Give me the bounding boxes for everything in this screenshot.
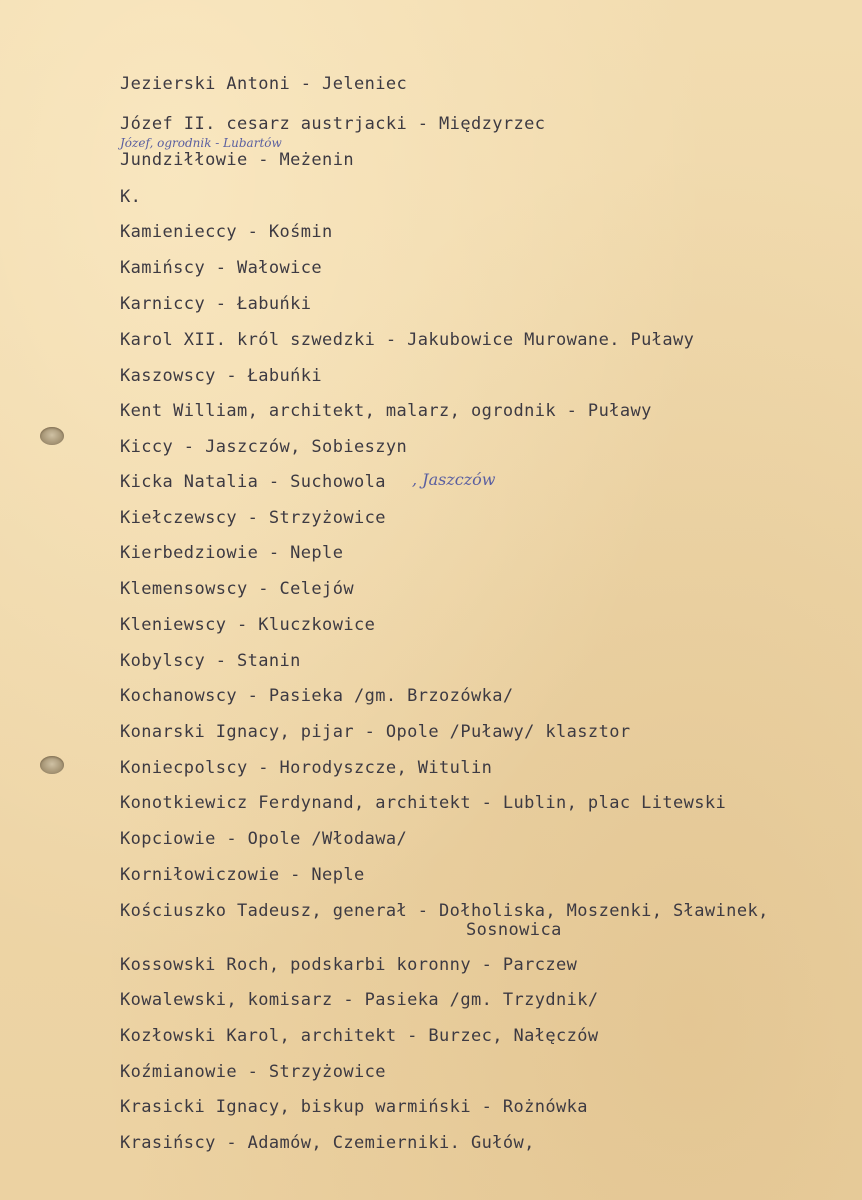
index-entry: Kobylscy - Stanin [120, 651, 301, 671]
index-entry: Krasicki Ignacy, biskup warmiński - Rożnówka [120, 1097, 588, 1117]
index-entry: Klemensowscy - Celejów [120, 579, 354, 599]
index-entry: Koźmianowie - Strzyżowice [120, 1062, 386, 1082]
punch-hole-bottom [40, 756, 64, 774]
index-entry: Kleniewscy - Kluczkowice [120, 615, 376, 635]
index-entry: Kossowski Roch, podskarbi koronny - Parczew [120, 955, 578, 975]
index-entry: Kościuszko Tadeusz, generał - Dołholiska, Moszenki, Sławinek, [120, 901, 769, 921]
index-entry: Kowalewski, komisarz - Pasieka /gm. Trzydnik/ [120, 990, 599, 1010]
handwritten-note-jozef: Józef, ogrodnik - Lubartów [120, 136, 282, 150]
index-entry: Korniłowiczowie - Neple [120, 865, 365, 885]
index-entry-continuation: Sosnowica [466, 920, 562, 940]
index-entry: Kent William, architekt, malarz, ogrodnik - Puławy [120, 401, 652, 421]
index-entry: Kiełczewscy - Strzyżowice [120, 508, 386, 528]
index-entry: Kamienieccy - Kośmin [120, 222, 333, 242]
index-entry: Kamińscy - Wałowice [120, 258, 323, 278]
index-entry: Kaszowscy - Łabuńki [120, 366, 323, 386]
index-entry: Kiccy - Jaszczów, Sobieszyn [120, 437, 408, 457]
index-entry: Koniecpolscy - Horodyszcze, Witulin [120, 758, 493, 778]
index-entry: Kicka Natalia - Suchowola [120, 472, 386, 492]
section-letter: K. [120, 187, 142, 207]
punch-hole-top [40, 427, 64, 445]
index-entry: Józef II. cesarz austrjacki - Międzyrzec [120, 114, 546, 134]
index-entry: Karol XII. król szwedzki - Jakubowice Murowane. Puławy [120, 330, 695, 350]
index-entry: Jezierski Antoni - Jeleniec [120, 74, 408, 94]
index-entry: Konotkiewicz Ferdynand, architekt - Lublin, plac Litewski [120, 793, 727, 813]
index-entry: Jundziłłowie - Meżenin [120, 150, 354, 170]
index-entry: Kierbedziowie - Neple [120, 543, 344, 563]
index-entry: Karniccy - Łabuńki [120, 294, 312, 314]
handwritten-addition-kicka: , Jaszczów [412, 470, 496, 489]
index-entry: Kopciowie - Opole /Włodawa/ [120, 829, 408, 849]
index-entry: Krasińscy - Adamów, Czemierniki. Gułów, [120, 1133, 535, 1153]
index-entry: Konarski Ignacy, pijar - Opole /Puławy/ klasztor [120, 722, 631, 742]
index-entry: Kozłowski Karol, architekt - Burzec, Nałęczów [120, 1026, 599, 1046]
index-entry: Kochanowscy - Pasieka /gm. Brzozówka/ [120, 686, 514, 706]
